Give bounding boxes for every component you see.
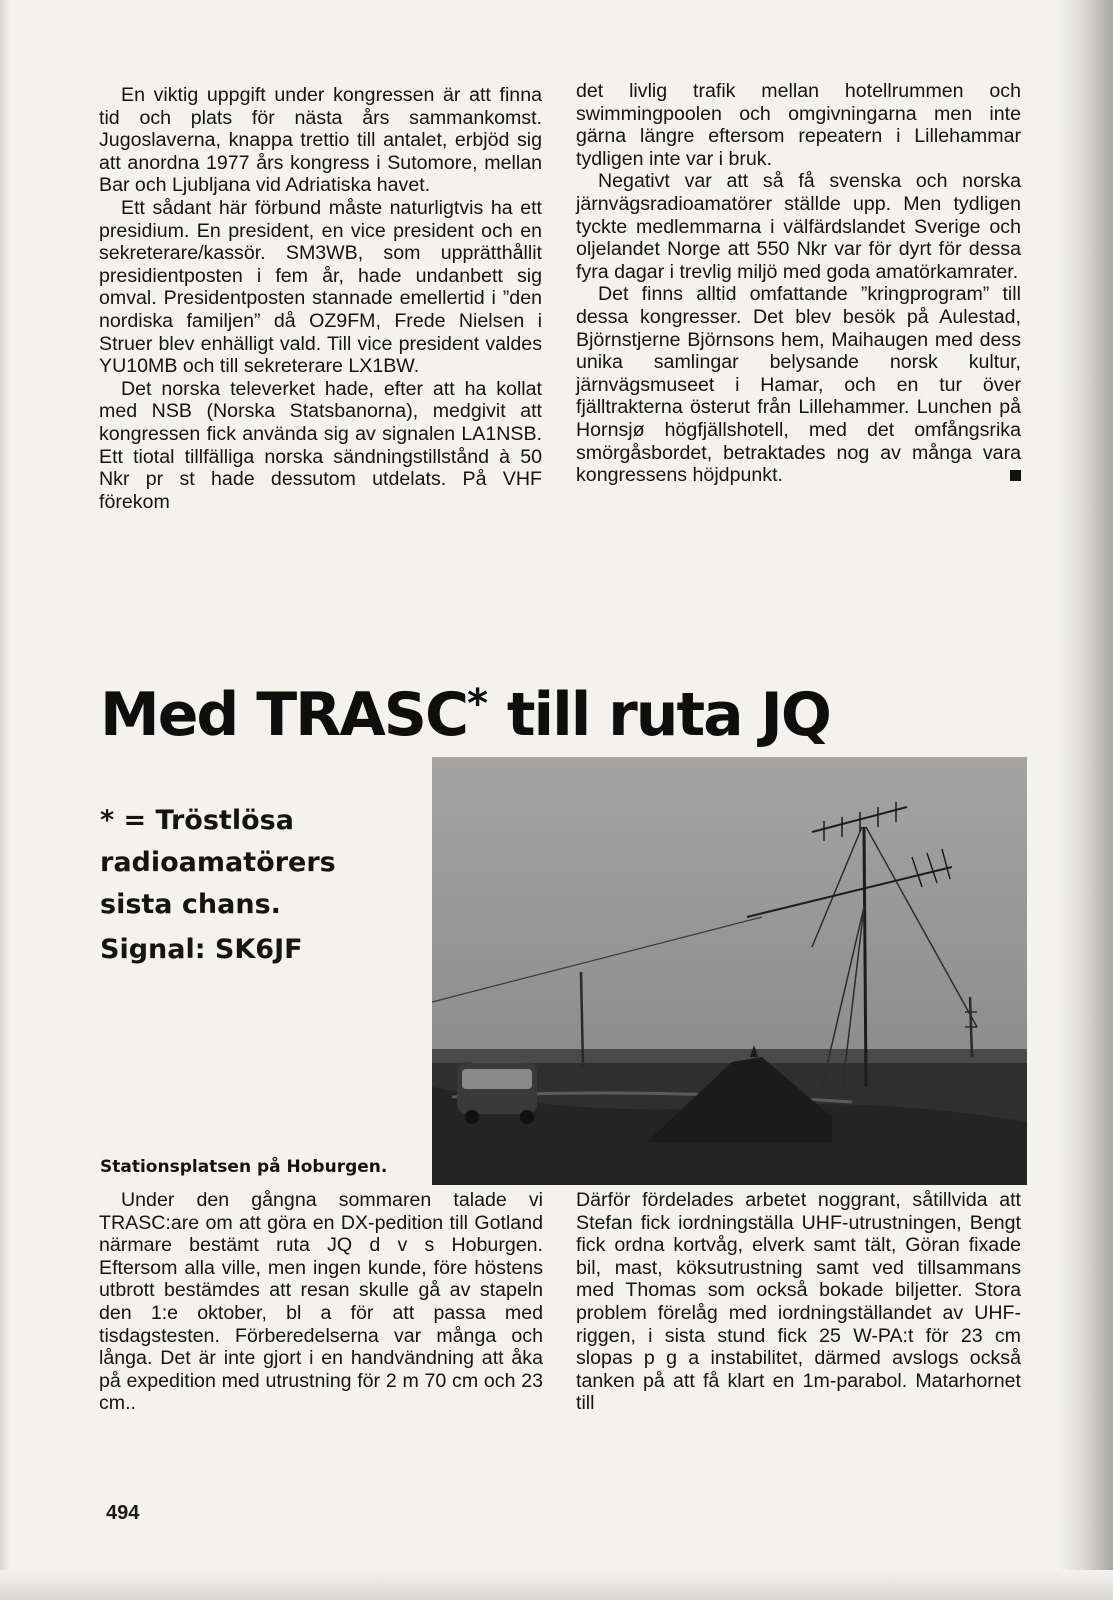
paragraph: Ett sådant här förbund måste naturligtvis ha ett presidium. En president, en vice president och en sekreterare/kassör. SM3WB, som upprätthållit presidientposten i fem år, hade undanbett sig omval. Presidentposten stannade emellertid i ”den nordiska familjen” då OZ9FM, Frede Nielsen i Struer blev enhälligt vald. Till vice president valdes YU10MB och till sekreterare LX1BW. [99, 196, 542, 378]
headline-text-rest: till ruta JQ [487, 680, 830, 750]
headline-text: Med TRASC [100, 680, 468, 750]
paragraph: En viktig uppgift under kongressen är att finna tid och plats för nästa års sammankomst. Jugoslaverna, knappa trettio till antalet, erbjöd sig att anordna 1977 års kongress i Sutomore, mellan Bar och Ljubljana vid Adriatiska havet. [99, 84, 542, 197]
end-of-article-mark [1010, 470, 1021, 481]
photo-caption: Stationsplatsen på Hoburgen. [100, 1157, 388, 1177]
page-edge-right [1058, 0, 1113, 1600]
headline-asterisk: * [467, 681, 488, 727]
paragraph: Negativt var att så få svenska och norska järnvägsradioamatörer ställde upp. Men tydligen tyckte medlemmarna i välfärdslandet Sverige och oljelandet Norge att 550 Nkr var för dyrt för dessa fyra dagar i trevlig miljö med goda amatörkamrater. [576, 170, 1021, 283]
bottom-right-column [576, 1189, 1021, 1415]
paragraph [576, 283, 1021, 486]
top-left-column [99, 84, 542, 513]
page-edge-bottom [0, 1570, 1113, 1600]
call-sign: Signal: SK6JF [100, 934, 303, 965]
article-subhead: * = Tröstlösa radioamatörers sista chans. [100, 805, 336, 920]
paragraph: Under den gångna sommaren talade vi TRASC:are om att göra en DX-pedition till Gotland närmare bestämt ruta JQ d v s Hoburgen. Eftersom alla ville, men ingen kunde, före höstens utbrott bestämdes att resan skulle gå av stapeln den 1:e oktober, bl a för att passa med tisdagstesten. Förberedelserna var många och långa. Det är inte gjort i en handvändning att åka på expedition med utrustning för 2 m 70 cm och 23 cm.. [99, 1189, 543, 1415]
paragraph: Därför fördelades arbetet noggrant, såtillvida att Stefan fick iordningställa UHF-utrustningen, Bengt fick ordna kortvåg, elverk samt tält, Göran fixade bil, mast, köksutrustning samt ved tillsammans med Thomas som också bokade biljetter. Stora problem förelåg med iordningställandet av UHF-riggen, i sista stund fick 25 W-PA:t för 23 cm slopas p g a instabilitet, därmed avslogs också tanken på att få klart en 1m-parabol. Matarhornet till [576, 1189, 1021, 1415]
page-edge-left [0, 0, 10, 1600]
station-photo [432, 757, 1027, 1185]
top-right-column [576, 80, 1021, 487]
bottom-left-column [99, 1189, 543, 1415]
page-number: 494 [106, 1502, 140, 1524]
article-headline [100, 668, 830, 751]
station-photo-drawing [432, 757, 1027, 1185]
paragraph: det livlig trafik mellan hotellrummen och swimmingpoolen och omgivningarna men inte gärna längre eftersom repeatern i Lillehammar tydligen inte var i bruk. [576, 80, 1021, 170]
paragraph: Det norska televerket hade, efter att ha kollat med NSB (Norska Statsbanorna), medgivit att kongressen fick använda sig av signalen LA1NSB. Ett tiotal tillfälliga norska sändningstillstånd à 50 Nkr pr st hade dessutom utdelats. På VHF förekom [99, 377, 542, 513]
paragraph-text: Det finns alltid omfattande ”kringprogram” till dessa kongresser. Det blev besök på Aulestad, Björnstjerne Björnsons hem, Maihaugen med dess unika samlingar belysande norsk kultur, järnvägsmuseet i Hamar, och en tur över fjälltrakterna österut från Lillehammer. Lunchen på Hornsjø högfjällshotell, med det omfångsrika smörgåsbordet, betraktades nog av många vara kongressens höjdpunkt. [576, 283, 1021, 487]
